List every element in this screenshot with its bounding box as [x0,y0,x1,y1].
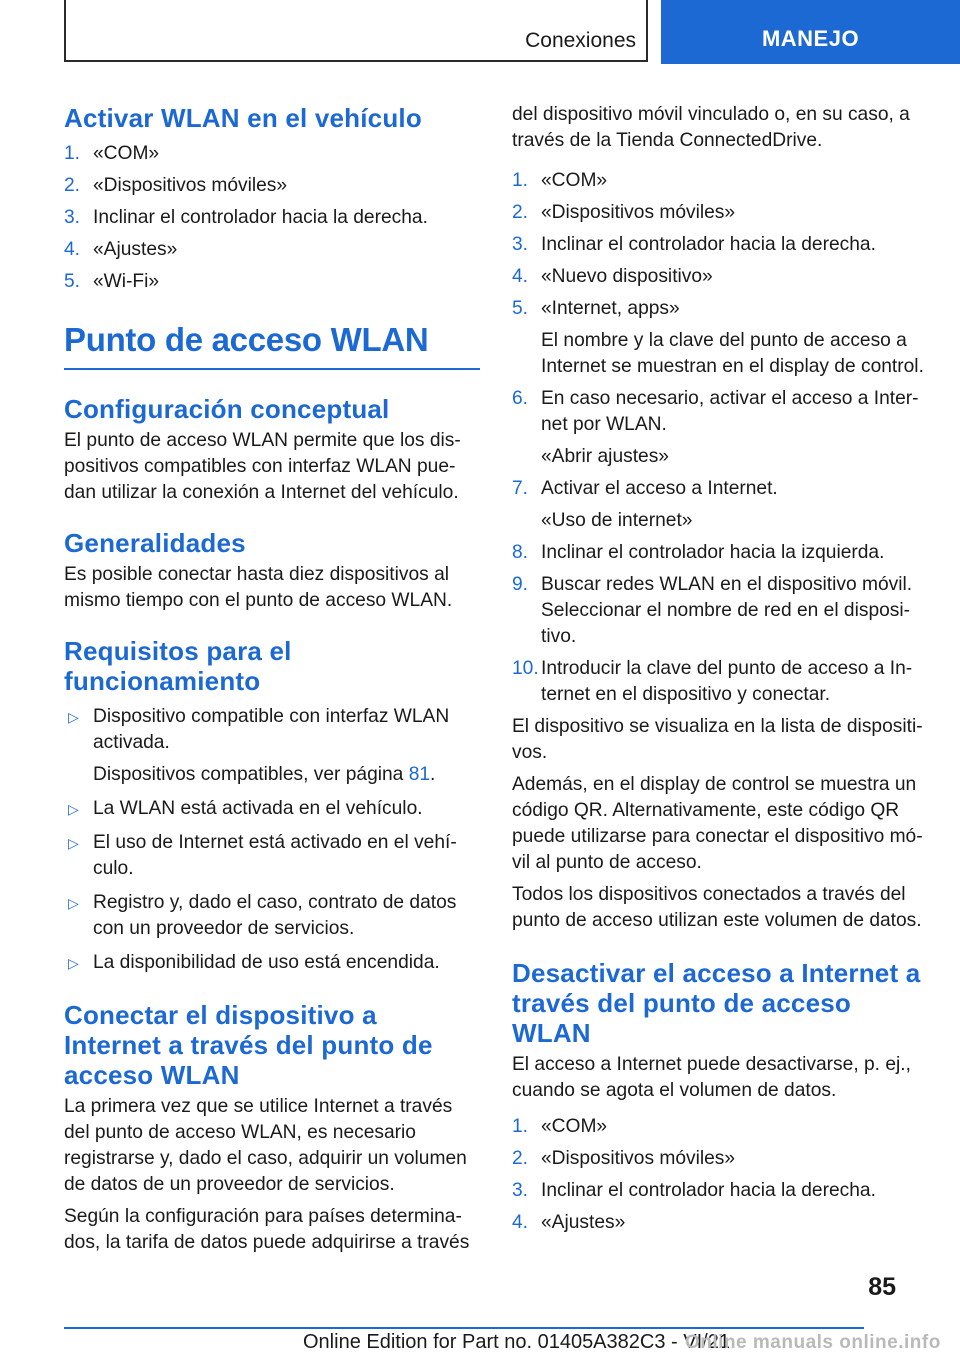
requirements-list [64,704,480,976]
page-link[interactable]: 81 [408,764,431,785]
section-title-desactivar: Desactivar el acceso a Internet a través del punto de acceso WLAN [512,958,921,1048]
sub-note: «Abrir ajustes» [541,446,669,467]
triangle-bullet-icon: ▷ [68,801,79,817]
list-item: 4. «Ajustes» [64,239,178,260]
sub-note: «Uso de internet» [541,510,693,531]
steps-activar-wlan [64,141,480,295]
sub-note: El nombre y la clave del punto de acceso a Internet se muestran en el display de control. [541,330,924,377]
header-chapter-tab[interactable]: MANEJO [661,0,960,64]
section-title-configuracion: Configuración conceptual [64,394,390,424]
list-item: 1. «COM» [512,170,608,191]
paragraph: Además, en el display de control se muestra un código QR. Alternativamente, este código QR puede utilizarse para conectar el dispositivo mó-vil al punto de acceso. [512,774,923,873]
section-title-conectar: Conectar el dispositivo a Internet a través del punto de acceso WLAN [64,1000,433,1090]
list-item: 4. «Nuevo dispositivo» [512,266,713,287]
section-title-requisitos: Requisitos para el funcionamiento [64,636,292,696]
header-section-title: Conexiones [525,29,636,52]
left-column [64,100,480,1256]
list-item: 3. Inclinar el controlador hacia la derecha. [512,1180,876,1201]
list-item: ▷ La WLAN está activada en el vehículo. [64,796,480,822]
list-item: 4. «Ajustes» [512,1212,626,1233]
list-item: 2. «Dispositivos móviles» [512,1148,736,1169]
list-item: 8. Inclinar el controlador hacia la izquierda. [512,542,885,563]
paragraph: El dispositivo se visualiza en la lista de dispositi-vos. [512,716,923,763]
list-item: 3. Inclinar el controlador hacia la derecha. [64,207,428,228]
section-title-generalidades: Generalidades [64,528,246,558]
paragraph: El acceso a Internet puede desactivarse, p. ej., cuando se agota el volumen de datos. [512,1054,911,1101]
chapter-rule [64,368,480,370]
list-item: 5. «Internet, apps» El nombre y la clave del punto de acceso a Internet se muestran en el display de control. [512,296,928,380]
list-item: ▷ Registro y, dado el caso, contrato de datos con un proveedor de servicios. [68,892,457,939]
list-item: 5. «Wi-Fi» [64,271,160,292]
triangle-bullet-icon: ▷ [68,895,79,911]
footer-watermark: Online manuals online.info [685,1332,941,1353]
list-item: 1. «COM» [512,1116,608,1137]
list-item: ▷ Dispositivo compatible con interfaz WLAN activada. Dispositivos compatibles, ver página 81. [64,704,480,788]
right-column [512,100,928,1236]
section-title-activar-wlan: Activar WLAN en el vehículo [64,103,422,133]
page-number: 85 [868,1273,896,1301]
list-item: ▷ El uso de Internet está activado en el vehí-culo. [68,832,457,879]
chapter-title: Punto de acceso WLAN [64,321,429,358]
list-item: 9. Buscar redes WLAN en el dispositivo móvil. Seleccionar el nombre de red en el disposi-tivo. [512,574,913,647]
steps-desactivar [512,1114,928,1236]
paragraph: El punto de acceso WLAN permite que los dis-positivos compatibles con interfaz WLAN pue-dan utilizar la conexión a Internet del vehículo. [64,430,461,503]
footer-edition: Online Edition for Part no. 01405A382C3 - VI/21 [303,1331,730,1353]
list-item: 2. «Dispositivos móviles» [512,202,736,223]
triangle-bullet-icon: ▷ [68,709,79,725]
list-item: 7. Activar el acceso a Internet. «Uso de internet» [512,476,928,534]
sub-note: Dispositivos compatibles, ver página 81. [93,764,436,785]
list-item: 2. «Dispositivos móviles» [64,175,288,196]
paragraph: del dispositivo móvil vinculado o, en su caso, a través de la Tienda ConnectedDrive. [512,104,910,151]
triangle-bullet-icon: ▷ [68,835,79,851]
steps-conectar [512,168,928,708]
paragraph: Es posible conectar hasta diez dispositivos al mismo tiempo con el punto de acceso WLAN. [64,564,453,611]
footer-rule [64,1327,864,1329]
list-item: ▷ La disponibilidad de uso está encendida. [64,950,480,976]
list-item: 10. Introducir la clave del punto de acceso a In-ternet en el dispositivo y conectar. [512,658,913,705]
list-item: 3. Inclinar el controlador hacia la derecha. [512,234,876,255]
paragraph: Todos los dispositivos conectados a través del punto de acceso utilizan este volumen de datos. [512,884,922,931]
list-item: 1. «COM» [64,143,160,164]
triangle-bullet-icon: ▷ [68,955,79,971]
list-item: 6. En caso necesario, activar el acceso a Inter-net por WLAN. «Abrir ajustes» [512,386,928,470]
paragraph: La primera vez que se utilice Internet a través del punto de acceso WLAN, es necesario registrarse y, dado el caso, adquirir un volumen de datos de un proveedor de servicios. [64,1096,467,1195]
paragraph: Según la configuración para países determina-dos, la tarifa de datos puede adquirirse a través [64,1206,470,1253]
